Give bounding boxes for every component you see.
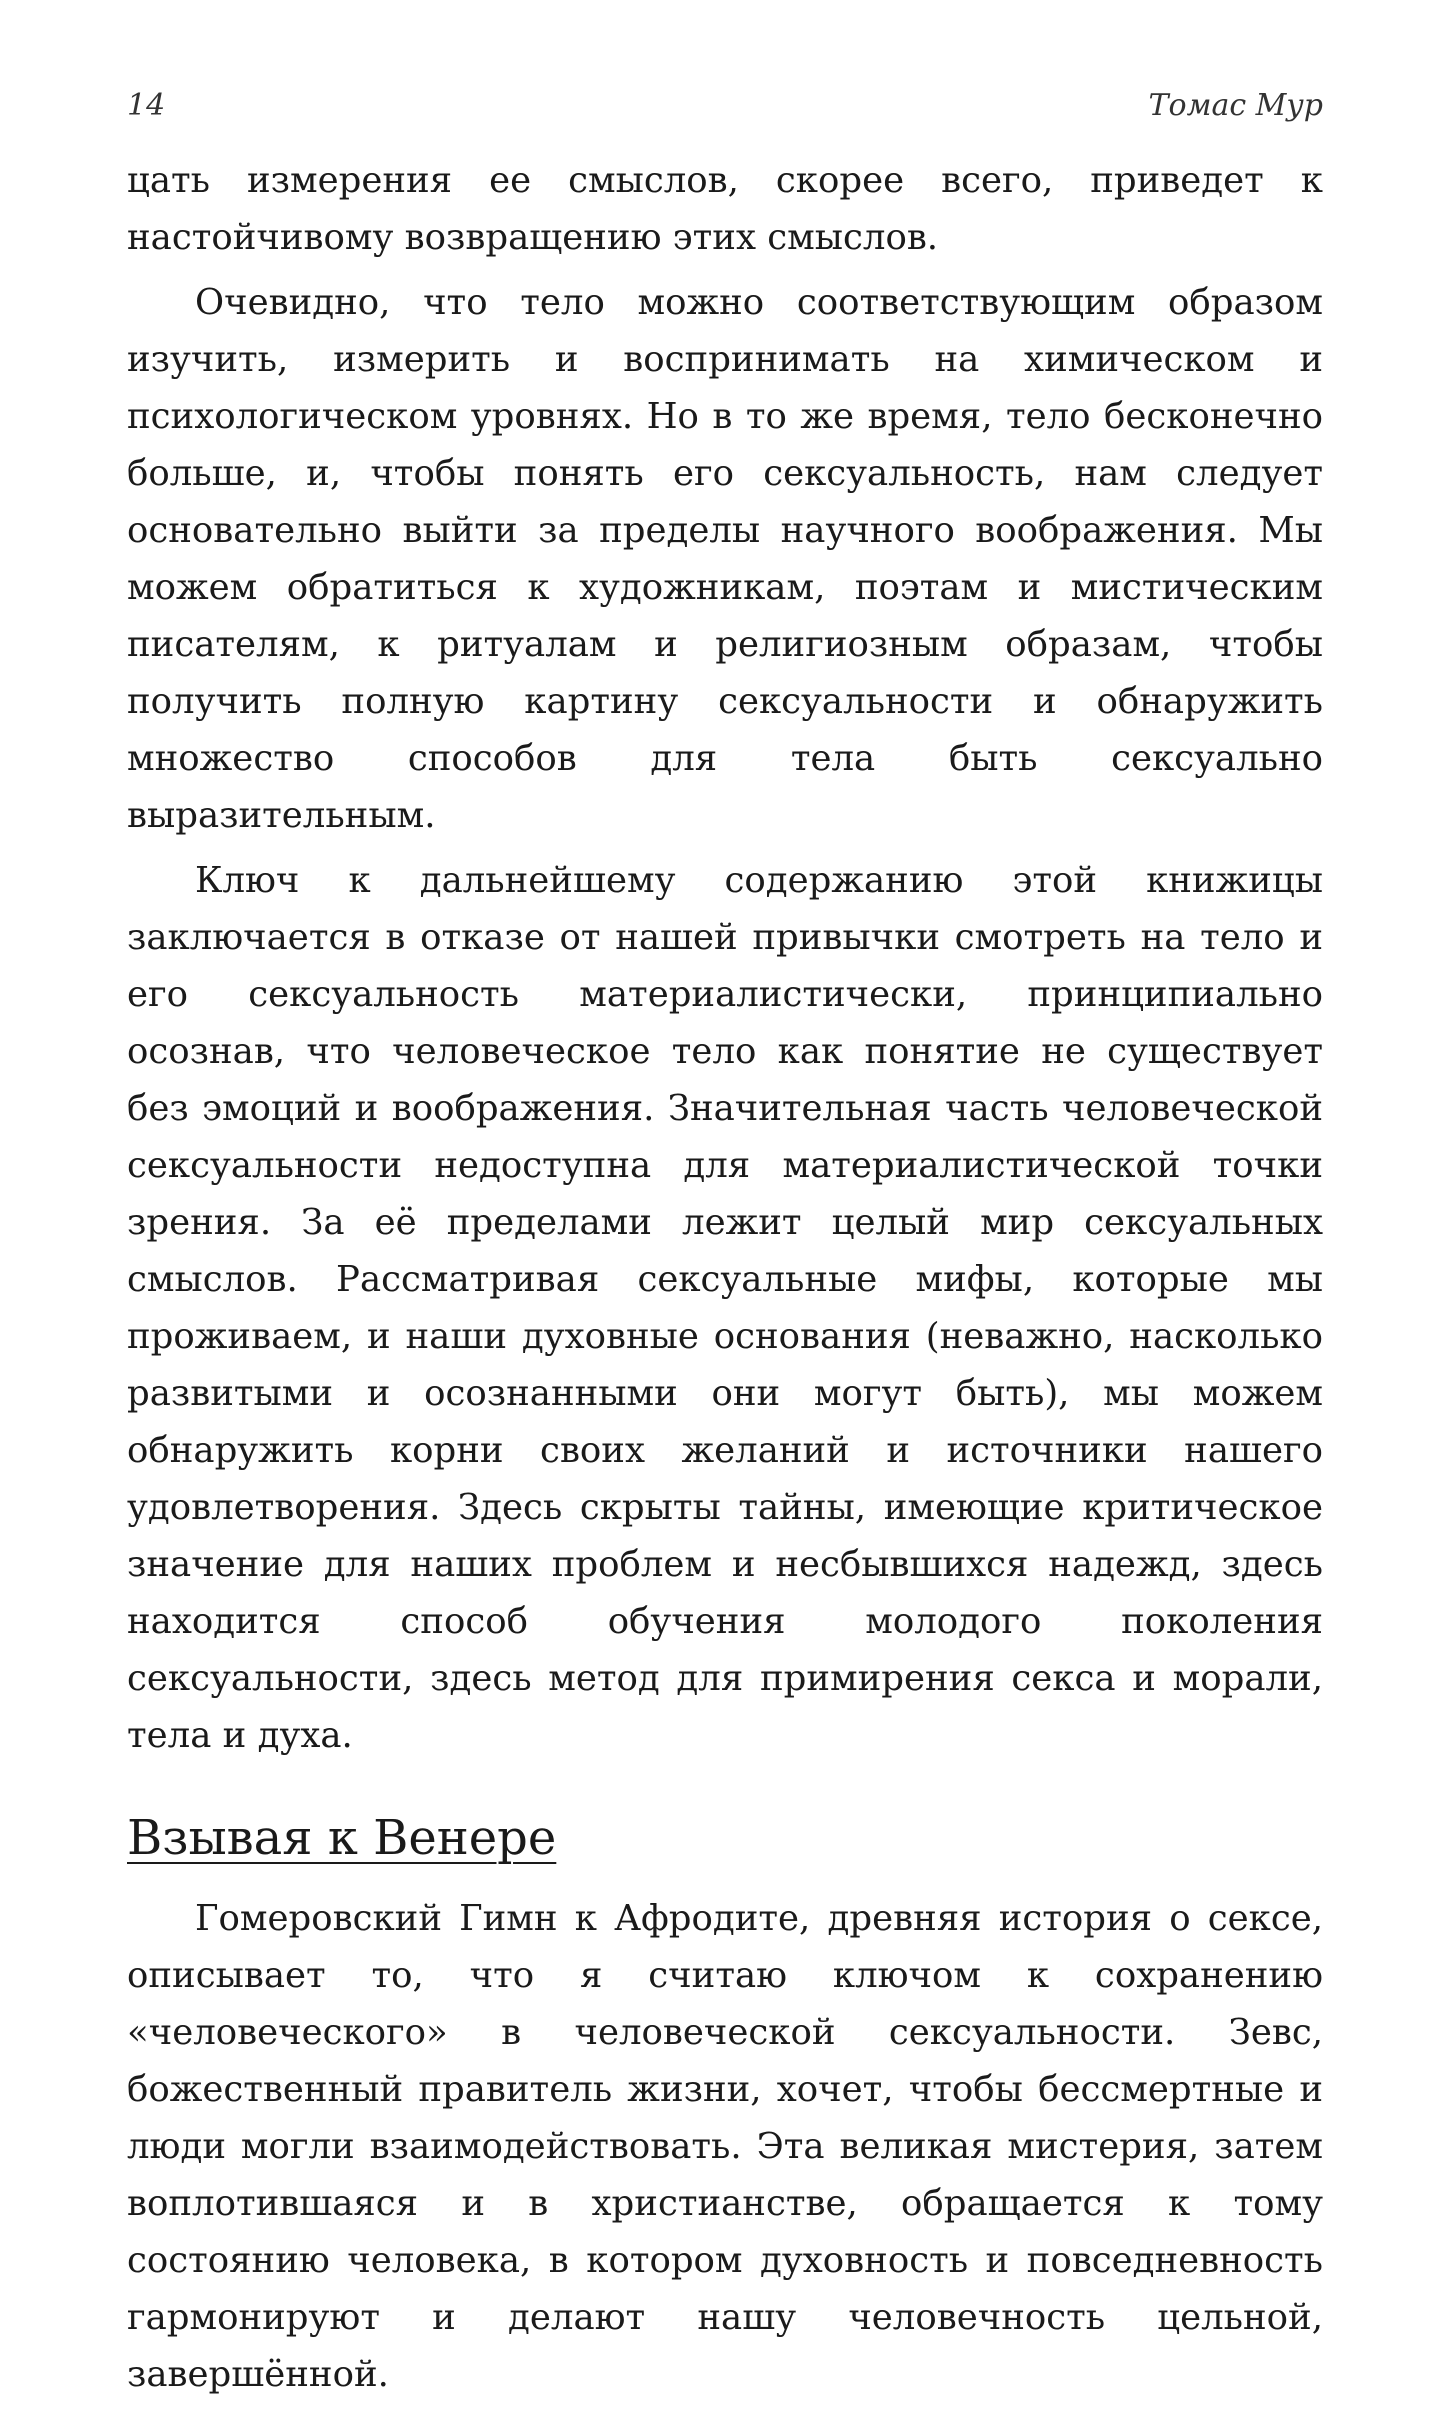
- page-body: [127, 152, 1323, 2411]
- paragraph: Очевидно, что тело можно соответствующим образом изучить, измерить и воспринимать на химическом и психологическом уровнях. Но в то же время, тело бесконечно больше, и, чтобы понять его сексуальность, нам следует основательно выйти за пределы научного воображения. Мы можем обратиться к художникам, поэтам и мистическим писателям, к ритуалам и религиозным образам, чтобы получить полную картину сексуальности и обнаружить множество способов для тела быть сексуально выразительным.: [127, 282, 1323, 836]
- running-header: [127, 88, 1323, 128]
- running-author: Томас Мур: [1148, 88, 1323, 123]
- paragraph: Ключ к дальнейшему содержанию этой книжицы заключается в отказе от нашей привычки смотреть на тело и его сексуальность материалистически, принципиально осознав, что человеческое тело как понятие не существует без эмоций и воображения. Значительная часть человеческой сексуальности недоступна для материалистической точки зрения. За её пределами лежит целый мир сексуальных смыслов. Рассматривая сексуальные мифы, которые мы проживаем, и наши духовные основания (неважно, насколько развитыми и осознанными они могут быть), мы можем обнаружить корни своих желаний и источники нашего удовлетворения. Здесь скрыты тайны, имеющие критическое значение для наших проблем и несбывшихся надежд, здесь находится способ обучения молодого поколения сексуальности, здесь метод для примирения секса и морали, тела и духа.: [127, 860, 1323, 1756]
- section-paragraph: Гомеровский Гимн к Афродите, древняя история о сексе, описывает то, что я считаю ключом к сохранению «человеческого» в человеческой сексуальности. Зевс, божественный правитель жизни, хочет, чтобы бессмертные и люди могли взаимодействовать. Эта великая мистерия, затем воплотившаяся и в христианстве, обращается к тому состоянию человека, в котором духовность и повседневность гармонируют и делают нашу человечность цельной, завершённой.: [127, 1898, 1323, 2395]
- paragraph-continuation: цать измерения ее смыслов, скорее всего, приведет к настойчивому возвращению этих смыслов.: [127, 160, 1323, 258]
- section-heading: Взывая к Венере: [127, 1810, 557, 1866]
- page-number: 14: [127, 88, 166, 123]
